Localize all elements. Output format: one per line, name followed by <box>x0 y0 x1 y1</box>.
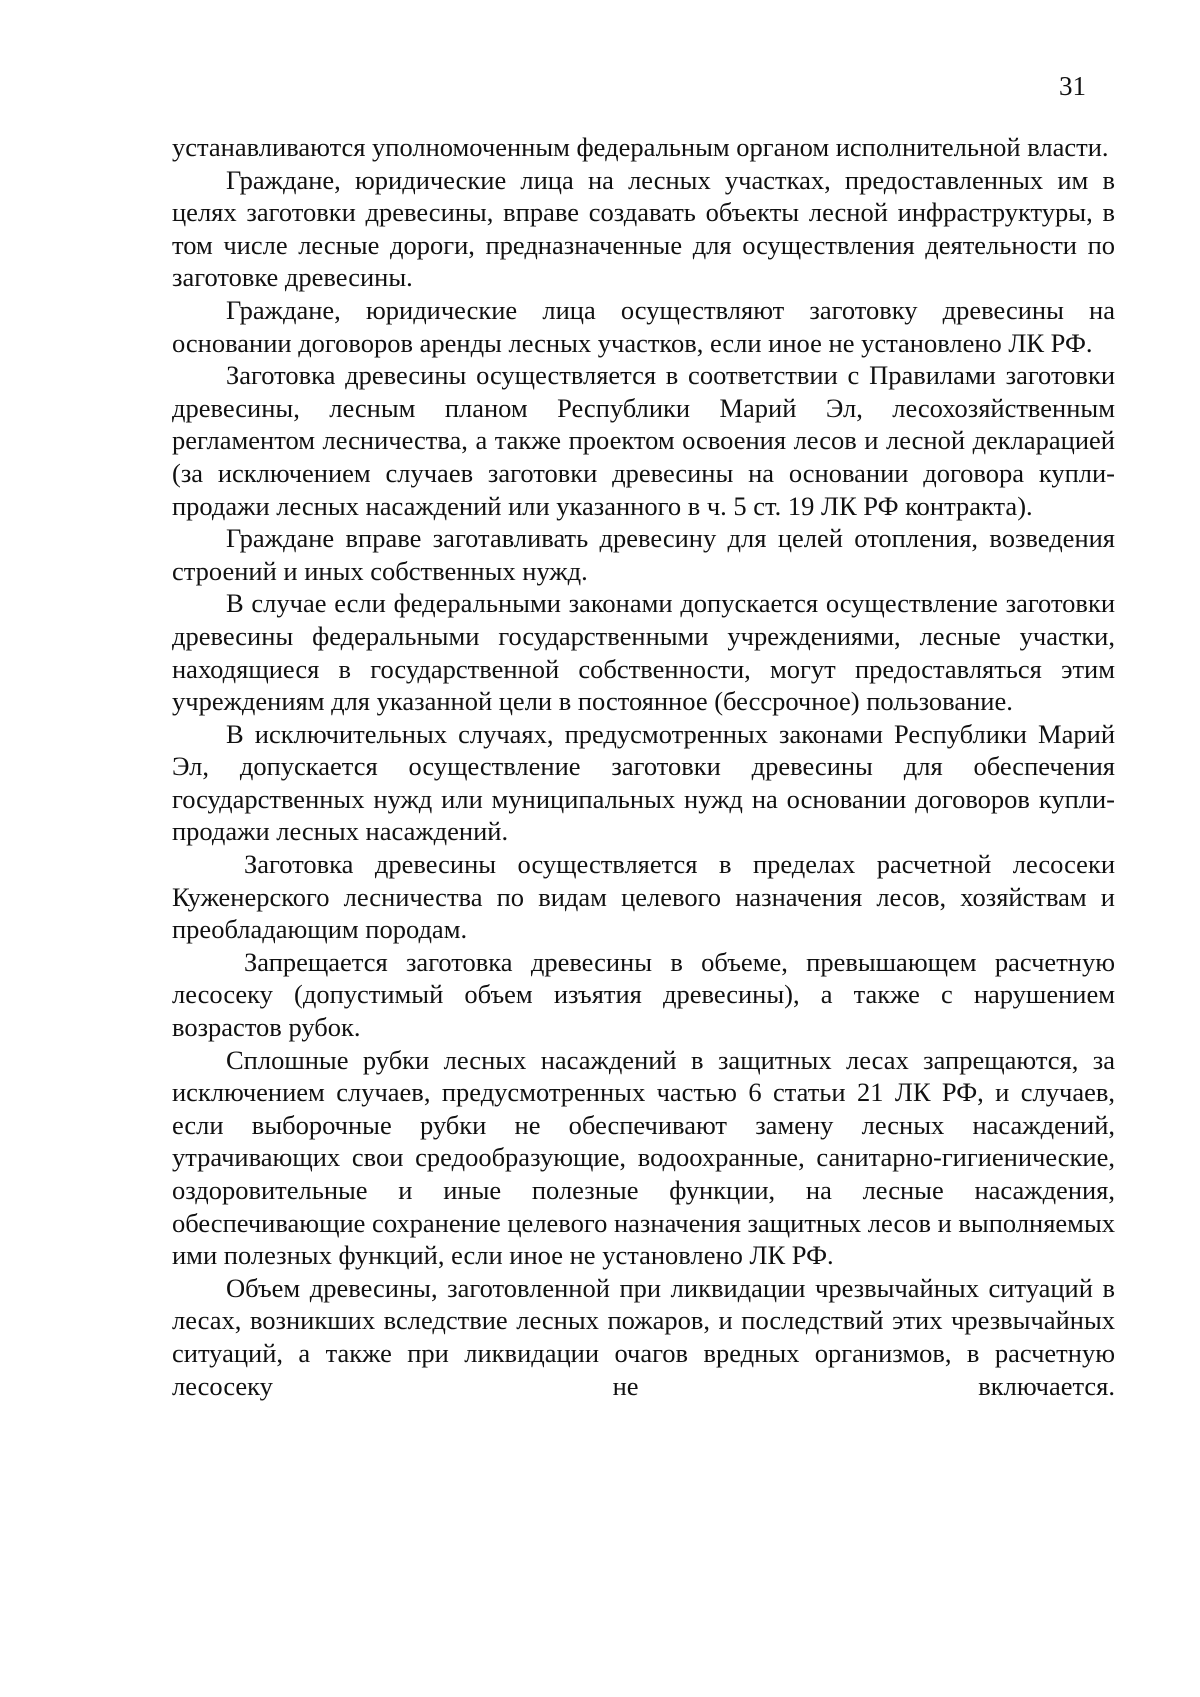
paragraph-infrastructure: Граждане, юридические лица на лесных участках, предоставленных им в целях заготовки древесины, вправе создавать объекты лесной инфраструктуры, в том числе лесные дороги, предназначенные для осуществления деятельности по заготовке древесины. <box>172 164 1115 293</box>
paragraph-harvest-rules: Заготовка древесины осуществляется в соответствии с Правилами заготовки древесины, лесным планом Республики Марий Эл, лесохозяйственным регламентом лесничества, а также проектом освоения лесов и лесной декларацией (за исключением случаев заготовки древесины на основании договора купли-продажи лесных насаждений или указанного в ч. 5 ст. 19 ЛК РФ контракта). <box>172 360 1115 521</box>
page-number: 31 <box>1059 71 1086 101</box>
paragraph-citizen-needs: Граждане вправе заготавливать древесину для целей отопления, возведения строений и иных собственных нужд. <box>172 523 1115 586</box>
paragraph-continuation: устанавливаются уполномоченным федеральным органом исполнительной власти. <box>172 132 1109 162</box>
paragraph-cut-limit: Запрещается заготовка древесины в объеме, превышающем расчетную лесосеку (допустимый объем изъятия древесины), а также с нарушением возрастов рубок. <box>172 946 1115 1043</box>
paragraph-exceptional-cases: В исключительных случаях, предусмотренных законами Республики Марий Эл, допускается осуществление заготовки древесины для обеспечения государственных нужд или муниципальных нужд на основании договоров купли-продажи лесных насаждений. <box>172 718 1115 847</box>
paragraph-clear-cutting: Сплошные рубки лесных насаждений в защитных лесах запрещаются, за исключением случаев, предусмотренных частью 6 статьи 21 ЛК РФ, и случаев, если выборочные рубки не обеспечивают замену лесных насаждений, утрачивающих свои средообразующие, водоохранные, санитарно-гигиенические, оздоровительные и иные полезные функции, на лесные насаждения, обеспечивающие сохранение целевого назначения защитных лесов и выполняемых ими полезных функций, если иное не установлено ЛК РФ. <box>172 1044 1115 1271</box>
paragraph-emergency-volume: Объем древесины, заготовленной при ликвидации чрезвычайных ситуаций в лесах, возникших вследствие лесных пожаров, и последствий этих чрезвычайных ситуаций, а также при ликвидации очагов вредных организмов, в расчетную лесосеку не включается. <box>172 1272 1115 1401</box>
paragraph-allowable-cut: Заготовка древесины осуществляется в пределах расчетной лесосеки Куженерского лесничества по видам целевого назначения лесов, хозяйствам и преобладающим породам. <box>172 849 1115 945</box>
document-body <box>172 131 1115 1402</box>
paragraph-lease-basis: Граждане, юридические лица осуществляют заготовку древесины на основании договоров аренды лесных участков, если иное не установлено ЛК РФ. <box>172 294 1115 358</box>
paragraph-federal-institutions: В случае если федеральными законами допускается осуществление заготовки древесины федеральными государственными учреждениями, лесные участки, находящиеся в государственной собственности, могут предоставляться этим учреждениям для указанной цели в постоянное (бессрочное) пользование. <box>172 588 1115 717</box>
